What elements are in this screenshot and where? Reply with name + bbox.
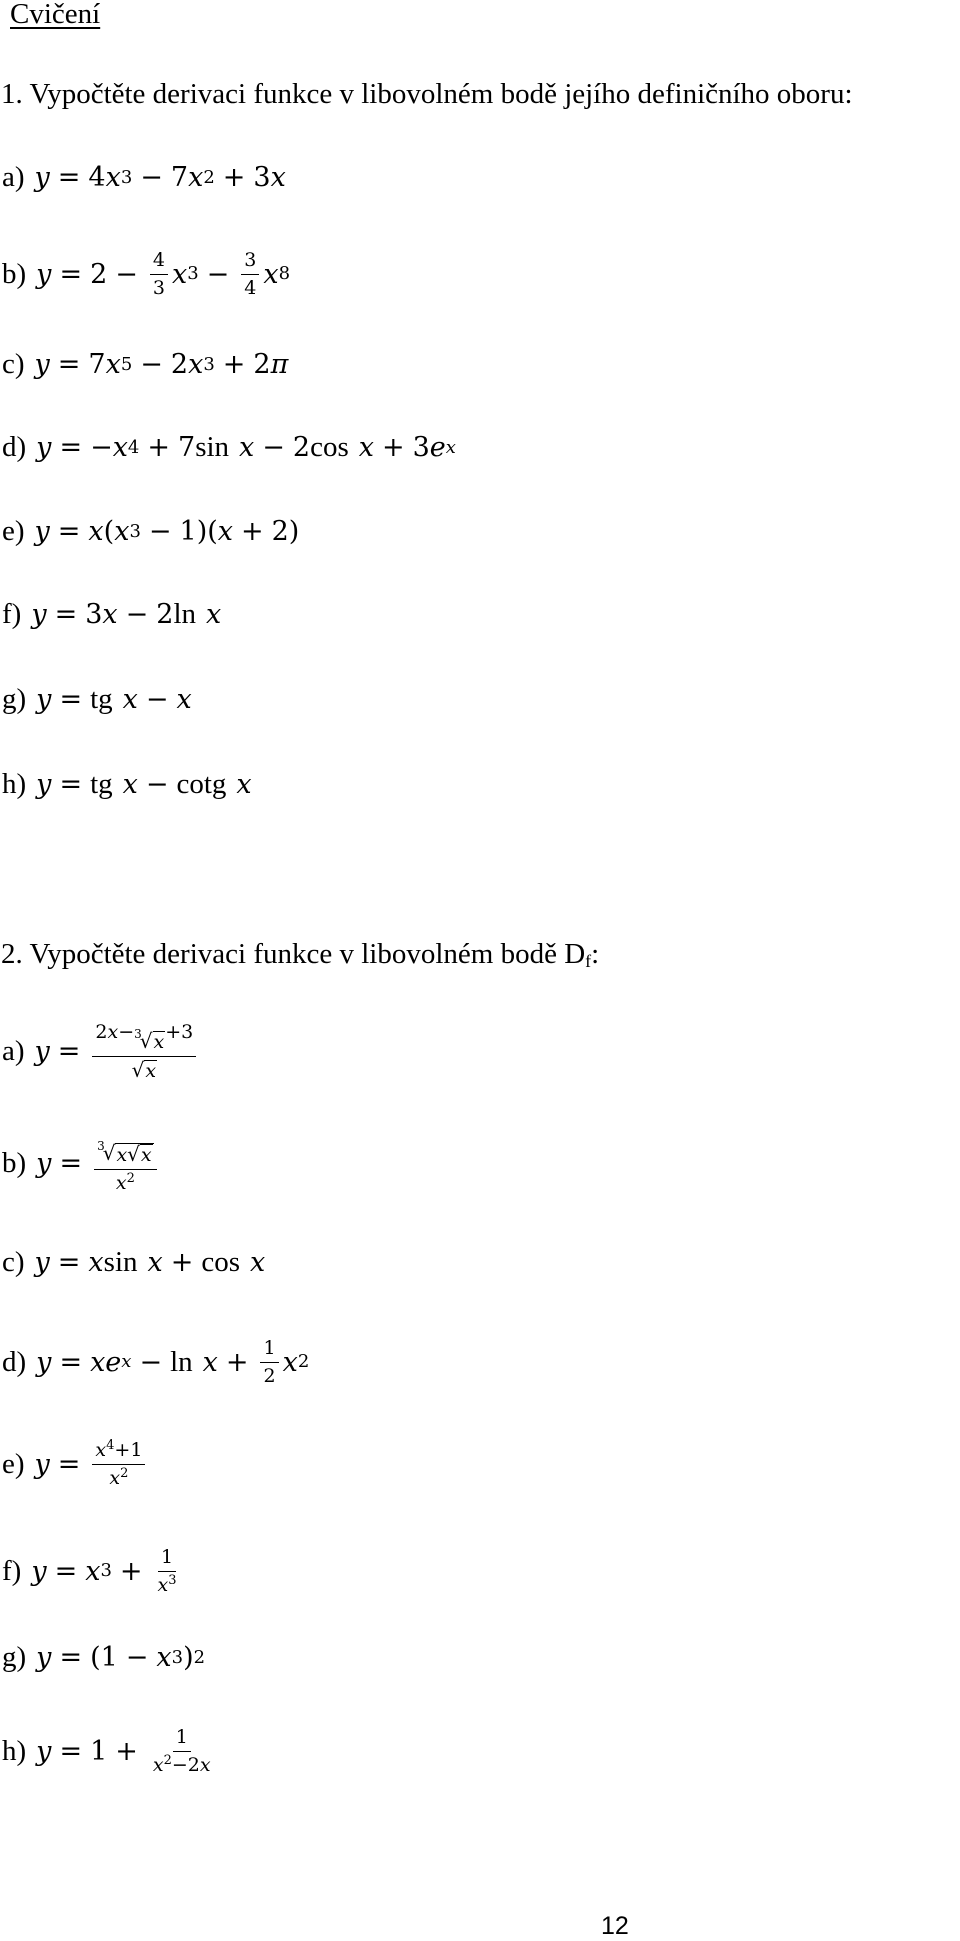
page-number: 12 — [601, 1912, 629, 1940]
item-label: g) — [2, 683, 27, 715]
formula: y = 1 + $\frac{1}{x^2-2x}$ — [36, 1726, 211, 1776]
heading-colon: : — [591, 938, 600, 970]
item-label: h) — [2, 1734, 27, 1767]
item-label: c) — [2, 348, 25, 380]
formula: y = $\frac{x^4+1}{x^2}$ — [35, 1440, 150, 1489]
exercise-1d — [2, 433, 456, 462]
exercise-1h — [2, 770, 252, 799]
item-label: g) — [2, 1641, 27, 1673]
formula: y = 7 x 5 − 2 x 3 + 2 π — [34, 349, 289, 380]
formula: y = 2 − $\frac{4}{3}$ x 3 − $\frac{3}{4}$ x 8 — [36, 249, 291, 299]
item-label: b) — [2, 1147, 27, 1180]
formula: y = x sin x + cos x — [34, 1246, 266, 1278]
formula: y = 4 x 3 − 7 x 2 + 3 x — [34, 162, 286, 193]
item-label: e) — [2, 1447, 25, 1480]
item-label: b) — [2, 257, 27, 290]
formula: y = tg x − cotg x — [36, 768, 252, 800]
formula: y = 3 √ x √ x $x^2$ — [36, 1134, 160, 1194]
formula: y = tg x − x — [36, 683, 192, 715]
exercise-1c — [2, 350, 288, 379]
exercise-2h — [2, 1727, 218, 1776]
item-label: d) — [2, 1345, 27, 1378]
item-label: a) — [2, 161, 25, 193]
exercise-1a — [2, 163, 286, 192]
item-label: h) — [2, 768, 27, 800]
formula: y = x 3 + $\frac{1}{x^3}$ — [31, 1546, 177, 1596]
exercise-2f — [2, 1547, 184, 1596]
exercise-2d — [2, 1338, 309, 1387]
exercise-2b — [2, 1134, 161, 1194]
item-label: d) — [2, 431, 27, 463]
exercise-1f — [2, 600, 221, 629]
exercise-2-heading — [1, 938, 599, 972]
formula: y = x e x − ln x + $\frac{1}{2}$ x 2 — [36, 1337, 310, 1387]
exercise-1e — [2, 517, 299, 546]
item-label: c) — [2, 1246, 25, 1278]
item-label: f) — [2, 1554, 22, 1587]
exercise-1g — [2, 685, 192, 714]
page-title: Cvičení — [10, 0, 101, 30]
formula: y = (1 − x 3 ) 2 — [36, 1642, 206, 1673]
formula: y = 3 x − 2 ln x — [31, 598, 222, 630]
exercise-1-heading: 1. Vypočtěte derivaci funkce v libovolném bodě jejího definičního oboru: — [1, 78, 853, 110]
exercise-2-heading-text: 2. Vypočtěte derivaci funkce v libovolném bodě D — [1, 938, 586, 970]
item-label: a) — [2, 1035, 25, 1068]
exercise-2e — [2, 1440, 149, 1489]
exercise-2c — [2, 1248, 265, 1277]
domain-subscript: f — [585, 951, 592, 971]
exercise-2a — [2, 1022, 200, 1082]
formula: y = x ( x 3 − 1)( x + 2) — [34, 516, 300, 547]
item-label: e) — [2, 515, 25, 547]
formula: y = 2x− 3 √ x +3 √ x — [35, 1022, 201, 1082]
formula: y = − x 4 + 7 sin x − 2 cos x + 3 e x — [36, 431, 456, 463]
item-label: f) — [2, 598, 22, 630]
exercise-1b — [2, 250, 290, 299]
exercise-2g — [2, 1643, 205, 1672]
